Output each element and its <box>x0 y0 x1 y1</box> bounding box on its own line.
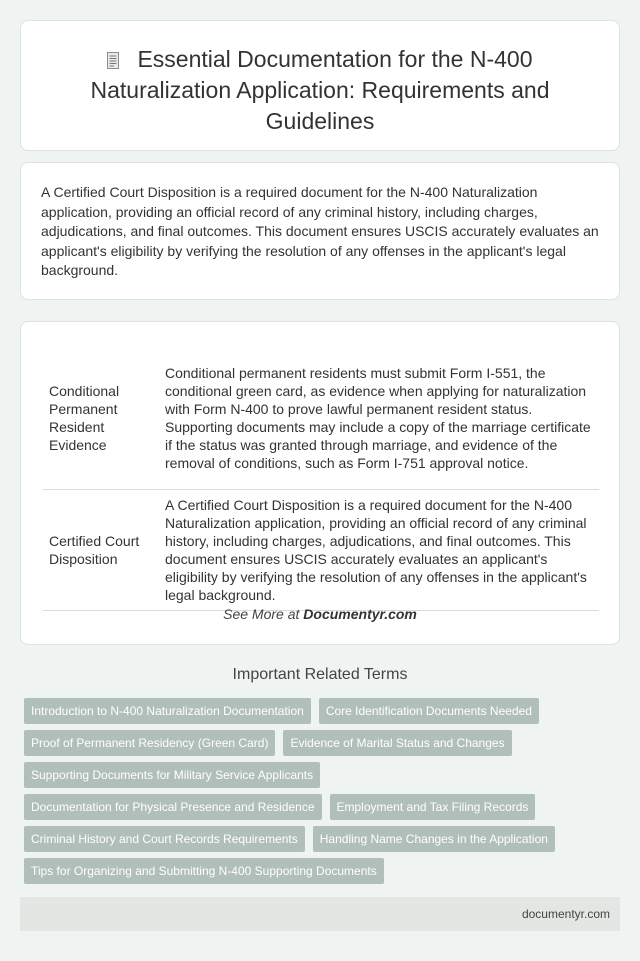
intro-paragraph: A Certified Court Disposition is a required document for the N-400 Naturalization application, providing an official record of any criminal history, including charges, adjudications, and final outcomes. This document ensures USCIS accurately evaluates an applicant's eligibility by verifying the resolution of any offenses in the applicant's legal background. <box>41 184 599 278</box>
footer-site-link[interactable]: documentyr.com <box>521 907 610 921</box>
related-term-tag[interactable]: Documentation for Physical Presence and Residence <box>24 794 322 820</box>
related-term-tag[interactable]: Supporting Documents for Military Service Applicants <box>24 762 320 788</box>
see-more-site[interactable]: Documentyr.com <box>303 606 417 622</box>
definitions-card <box>20 321 620 645</box>
related-terms-list <box>24 698 624 890</box>
related-term-tag[interactable]: Employment and Tax Filing Records <box>330 794 536 820</box>
related-term-tag[interactable]: Evidence of Marital Status and Changes <box>283 730 511 756</box>
term-cell: Conditional Permanent Resident Evidence <box>43 348 155 489</box>
document-icon <box>107 52 119 69</box>
related-term-tag[interactable]: Handling Name Changes in the Application <box>313 826 555 852</box>
see-more-link[interactable] <box>21 606 619 622</box>
footer-bar <box>20 897 620 931</box>
related-term-tag[interactable]: Proof of Permanent Residency (Green Card) <box>24 730 275 756</box>
related-terms-heading: Important Related Terms <box>232 666 408 683</box>
related-term-tag[interactable]: Criminal History and Court Records Requirements <box>24 826 305 852</box>
page-title <box>21 21 619 137</box>
definitions-table <box>43 348 599 611</box>
definition-cell: A Certified Court Disposition is a required document for the N-400 Naturalization application, providing an official record of any criminal history, including charges, adjudications, and final outcomes. This document ensures USCIS accurately evaluates an applicant's eligibility by verifying the resolution of any offenses in the applicant's legal background. <box>159 489 599 610</box>
definition-cell: Conditional permanent residents must submit Form I-551, the conditional green card, as evidence when applying for naturalization with Form N-400 to prove lawful permanent resident status. Supporting documents may include a copy of the marriage certificate if the status was granted through marriage, and evidence of the removal of conditions, such as Form I-751 approval notice. <box>159 348 599 489</box>
related-term-tag[interactable]: Tips for Organizing and Submitting N-400 Supporting Documents <box>24 858 384 884</box>
intro-card <box>20 162 620 300</box>
table-row <box>43 348 599 489</box>
term-cell: Certified Court Disposition <box>43 489 155 610</box>
page-title-text: Essential Documentation for the N-400 Naturalization Application: Requirements and Guidelines <box>90 46 550 134</box>
related-term-tag[interactable]: Introduction to N-400 Naturalization Documentation <box>24 698 311 724</box>
see-more-prefix: See More at <box>223 606 304 622</box>
title-card <box>20 20 620 151</box>
related-term-tag[interactable]: Core Identification Documents Needed <box>319 698 539 724</box>
table-row <box>43 489 599 610</box>
